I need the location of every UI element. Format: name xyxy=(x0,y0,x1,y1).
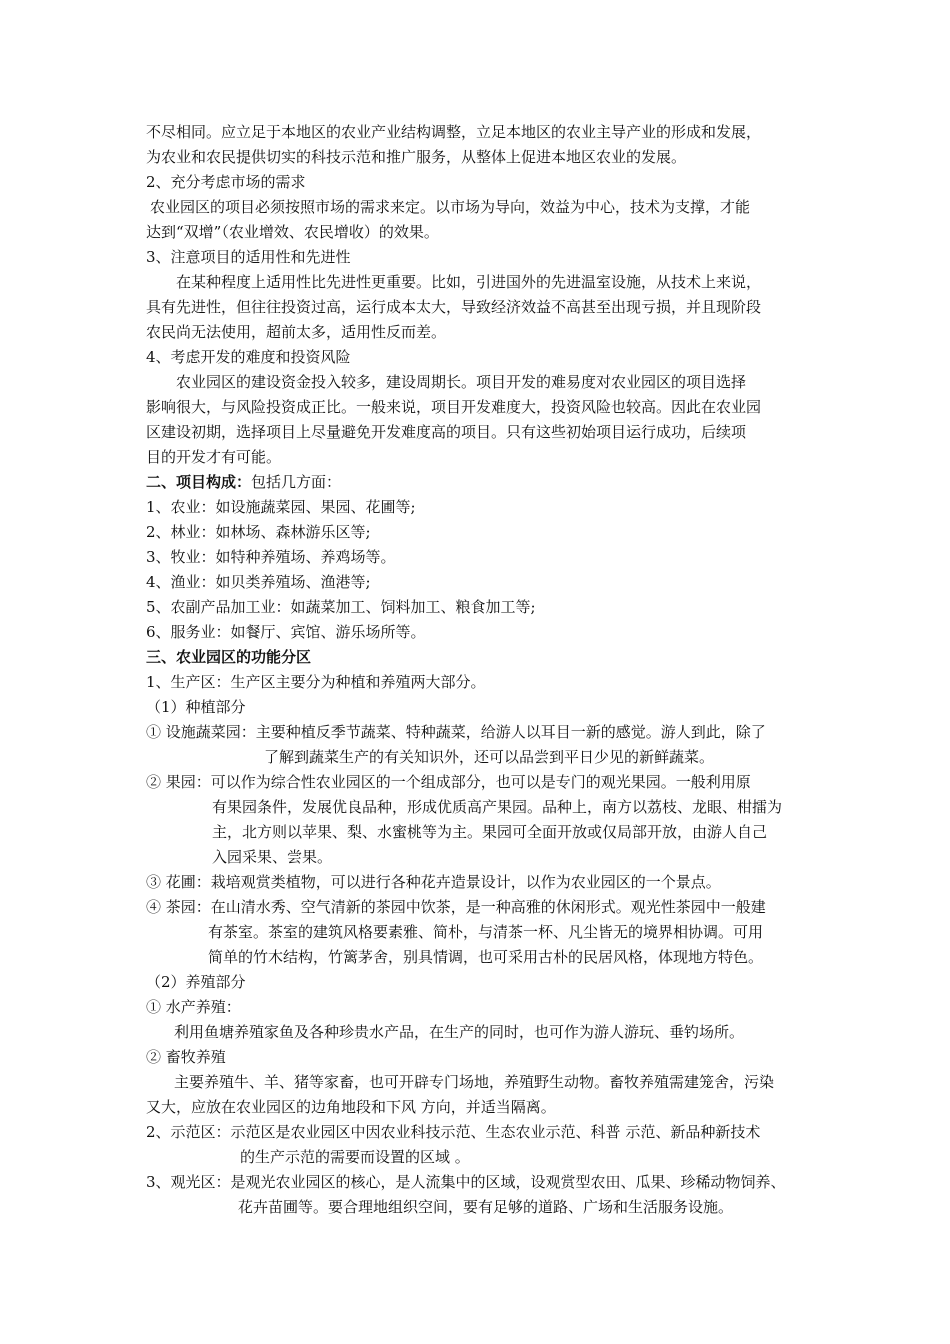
paragraph-line: 目的开发才有可能。 xyxy=(146,448,282,466)
subsection-title: （1）种植部分 xyxy=(146,698,246,716)
paragraph-line: 具有先进性，但往往投资过高，运行成本太大，导致经济效益不高甚至出现亏损，并且现阶段 xyxy=(146,298,762,316)
zone-item: 3、观光区：是观光农业园区的核心，是人流集中的区域，设观赏型农田、瓜果、珍稀动物饲养、 xyxy=(146,1173,786,1191)
heading-plain-text: 包括几方面： xyxy=(251,473,342,491)
list-item: ② 畜牧养殖 xyxy=(146,1048,226,1066)
paragraph-line: 利用鱼塘养殖家鱼及各种珍贵水产品，在生产的同时，也可作为游人游玩、垂钓场所。 xyxy=(174,1023,745,1041)
paragraph-line: 不尽相同。应立足于本地区的农业产业结构调整，立足本地区的农业主导产业的形成和发展， xyxy=(146,123,762,141)
document-page xyxy=(146,120,810,1220)
paragraph-line: 农业园区的建设资金投入较多，建设周期长。项目开发的难易度对农业园区的项目选择 xyxy=(176,373,747,391)
list-item: ④ 茶园：在山清水秀、空气清新的茶园中饮茶，是一种高雅的休闲形式。观光性茶园中一般建 xyxy=(146,898,766,916)
section-title: 4、考虑开发的难度和投资风险 xyxy=(146,348,351,366)
zone-item: 1、生产区：生产区主要分为种植和养殖两大部分。 xyxy=(146,673,486,691)
list-item: 4、渔业：如贝类养殖场、渔港等; xyxy=(146,573,371,591)
heading-project-composition xyxy=(146,470,810,495)
list-item: 2、林业：如林场、森林游乐区等; xyxy=(146,523,371,541)
paragraph-line: 有果园条件，发展优良品种，形成优质高产果园。品种上，南方以荔枝、龙眼、柑擂为 xyxy=(212,798,783,816)
section-title: 2、充分考虑市场的需求 xyxy=(146,173,306,191)
list-item: ② 果园：可以作为综合性农业园区的一个组成部分，也可以是专门的观光果园。一般利用原 xyxy=(146,773,751,791)
subsection-title: （2）养殖部分 xyxy=(146,973,246,991)
paragraph-line: 为农业和农民提供切实的科技示范和推广服务，从整体上促进本地区农业的发展。 xyxy=(146,148,687,166)
paragraph-line: 农业园区的项目必须按照市场的需求来定。以市场为导向，效益为中心，技术为支撑，才能 xyxy=(150,198,751,216)
paragraph-line: 主，北方则以苹果、梨、水蜜桃等为主。果园可全面开放或仅局部开放，由游人自己 xyxy=(212,823,768,841)
list-item: 6、服务业：如餐厅、宾馆、游乐场所等。 xyxy=(146,623,426,641)
paragraph-line: 有茶室。茶室的建筑风格要素雅、简朴，与清茶一杯、凡尘皆无的境界相协调。可用 xyxy=(208,923,764,941)
heading-functional-zones: 三、农业园区的功能分区 xyxy=(146,648,312,666)
list-item: 3、牧业：如特种养殖场、养鸡场等。 xyxy=(146,548,396,566)
list-item: ① 设施蔬菜园：主要种植反季节蔬菜、特种蔬菜，给游人以耳目一新的感觉。游人到此，除了 xyxy=(146,723,766,741)
paragraph-line: 在某种程度上适用性比先进性更重要。比如，引进国外的先进温室设施，从技术上来说， xyxy=(176,273,762,291)
list-item: 5、农副产品加工业：如蔬菜加工、饲料加工、粮食加工等; xyxy=(146,598,536,616)
paragraph-line: 了解到蔬菜生产的有关知识外，还可以品尝到平日少见的新鲜蔬菜。 xyxy=(264,748,715,766)
section-title: 3、注意项目的适用性和先进性 xyxy=(146,248,351,266)
paragraph-line: 主要养殖牛、羊、猪等家畜，也可开辟专门场地，养殖野生动物。畜牧养殖需建笼舍，污染 xyxy=(174,1073,775,1091)
paragraph-line: 又大，应放在农业园区的边角地段和下风 方向，并适当隔离。 xyxy=(146,1098,556,1116)
paragraph-line: 农民尚无法使用，超前太多，适用性反而差。 xyxy=(146,323,447,341)
list-item: ③ 花圃：栽培观赏类植物，可以进行各种花卉造景设计，以作为农业园区的一个景点。 xyxy=(146,873,721,891)
paragraph-line: 简单的竹木结构，竹篱茅舍，别具情调，也可采用古朴的民居风格，体现地方特色。 xyxy=(208,948,764,966)
heading-bold-text: 二、项目构成： xyxy=(146,473,252,491)
list-item: 1、农业：如设施蔬菜园、果园、花圃等; xyxy=(146,498,416,516)
paragraph-line: 区建设初期，选择项目上尽量避免开发难度高的项目。只有这些初始项目运行成功，后续项 xyxy=(146,423,747,441)
paragraph-line: 影响很大，与风险投资成正比。一般来说，项目开发难度大，投资风险也较高。因此在农业园 xyxy=(146,398,762,416)
paragraph-line: 的生产示范的需要而设置的区域 。 xyxy=(240,1148,470,1166)
paragraph-line: 入园采果、尝果。 xyxy=(212,848,333,866)
paragraph-line: 达到“双增”（农业增效、农民增收）的效果。 xyxy=(146,223,439,241)
paragraph-line: 花卉苗圃等。要合理地组织空间，要有足够的道路、广场和生活服务设施。 xyxy=(238,1198,734,1216)
zone-item: 2、示范区：示范区是农业园区中因农业科技示范、生态农业示范、科普 示范、新品种新技术 xyxy=(146,1123,761,1141)
list-item: ① 水产养殖： xyxy=(146,998,241,1016)
